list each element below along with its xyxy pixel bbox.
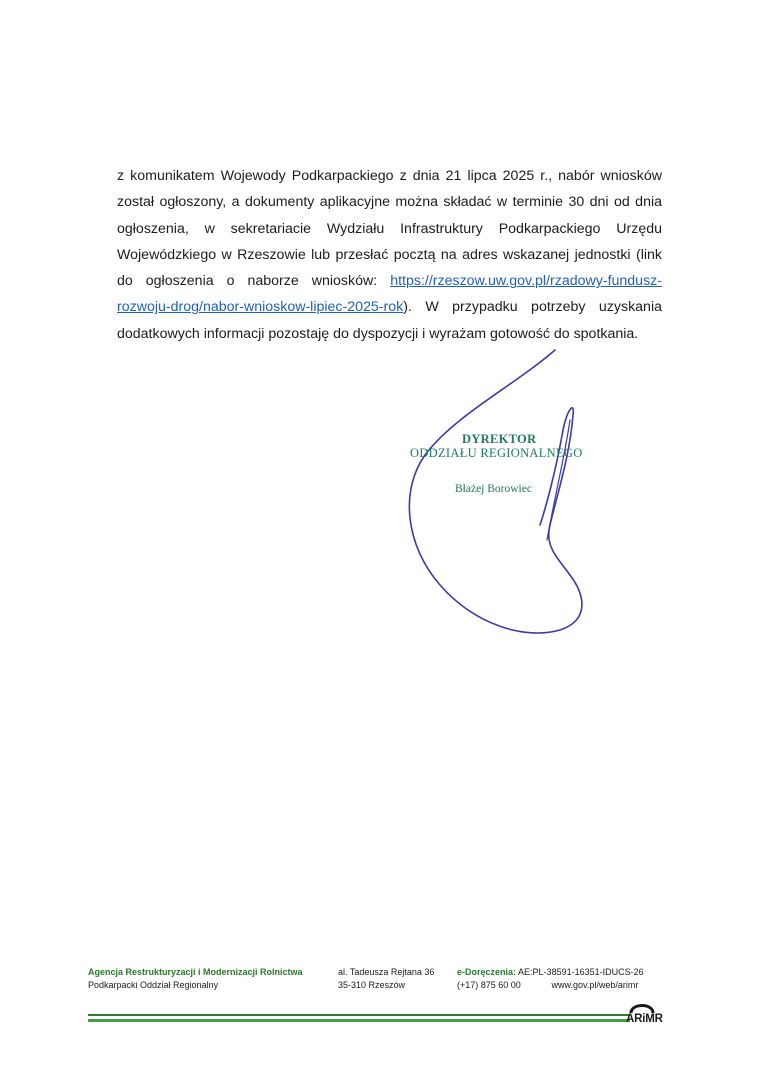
footer-rule-top: [88, 1014, 630, 1016]
edoreczenia-value: AE:PL-38591-16351-IDUCS-26: [518, 967, 644, 977]
letter-body: [117, 163, 662, 347]
agency-name: Agencja Restrukturyzacji i Modernizacji Rolnictwa: [88, 967, 303, 977]
phone-number: (+17) 875 60 00: [457, 980, 521, 990]
agency-branch: Podkarpacki Oddział Regionalny: [88, 980, 219, 990]
address-city: 35-310 Rzeszów: [338, 980, 406, 990]
body-paragraph: [117, 163, 662, 347]
contact-row: [457, 979, 644, 992]
arimr-logo: [626, 1003, 682, 1029]
body-text-part-2: ). W przypadku potrzeby uzyskania dodatkowych informacji pozostaję do dyspozycji i wyrażam gotowość do spotkania.: [117, 299, 662, 342]
logo-text: ARiMR: [626, 1013, 663, 1025]
address-street: al. Tadeusza Rejtana 36: [338, 967, 435, 977]
footer-agency: [88, 966, 303, 992]
footer-address: [338, 966, 434, 992]
footer-rule-bottom: [88, 1019, 630, 1022]
announcement-link[interactable]: https://rzeszow.uw.gov.pl/rzadowy-fundusz-rozwoju-drog/nabor-wnioskow-lipiec-2025-rok: [117, 273, 662, 316]
handwritten-signature: [395, 345, 595, 645]
stamp-title: DYREKTOR: [462, 432, 537, 446]
stamp-name: Błażej Borowiec: [455, 483, 532, 495]
edoreczenia-row: [457, 966, 644, 979]
stamp-unit: ODDZIAŁU REGIONALNEGO: [410, 446, 583, 460]
edoreczenia-label: e-Doręczenia:: [457, 967, 517, 977]
website[interactable]: www.gov.pl/web/arimr: [551, 980, 639, 990]
body-text-part-1: z komunikatem Wojewody Podkarpackiego z dnia 21 lipca 2025 r., nabór wniosków został ogłoszony, a dokumenty aplikacyjne można składać w terminie 30 dni od dnia ogłoszenia, w sekretariacie Wydziału Infrastruktury Podkarpackiego Urzędu Wojewódzkiego w Rzeszowie lub przesłać pocztą na adres wskazanej jednostki (link do ogłoszenia o naborze wniosków:: [117, 168, 662, 290]
footer-contact: [457, 966, 644, 992]
